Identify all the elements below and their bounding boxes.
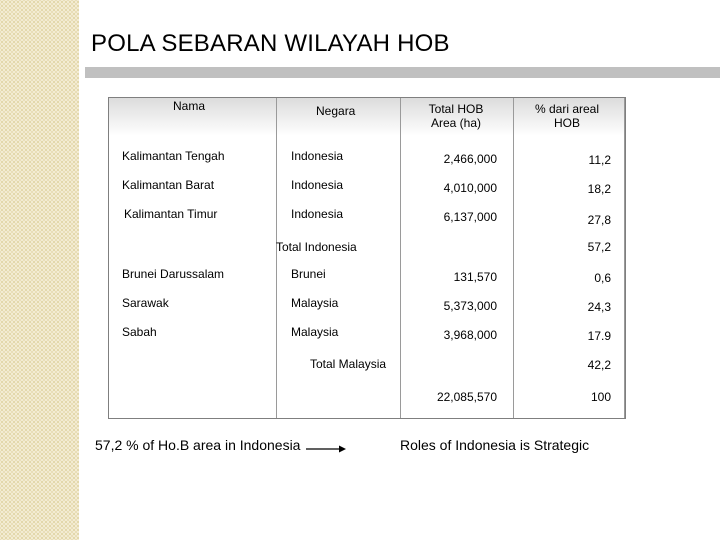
total-malaysia-label: Total Malaysia (310, 357, 387, 371)
row-nama: Kalimantan Tengah (122, 149, 225, 163)
total-malaysia-pct: 42,2 (587, 358, 611, 372)
page-title: POLA SEBARAN WILAYAH HOB (91, 30, 450, 57)
row-pct: 18,2 (587, 182, 611, 196)
row-negara: Indonesia (291, 178, 344, 192)
title-underline-bar (85, 67, 720, 78)
hob-table (108, 97, 626, 419)
grand-total-pct: 100 (590, 390, 611, 404)
row-pct: 17.9 (587, 329, 611, 343)
row-area: 5,373,000 (443, 299, 497, 313)
grand-total-area: 22,085,570 (436, 390, 497, 404)
row-nama: Sabah (122, 325, 157, 339)
header-area-line2: Area (ha) (430, 116, 482, 130)
footer-note-right: Roles of Indonesia is Strategic (400, 437, 590, 453)
header-area-line1: Total HOB (428, 102, 484, 116)
total-indonesia-label: Total Indonesia (276, 240, 357, 254)
column-divider (276, 98, 277, 418)
header-area (409, 102, 503, 130)
row-area: 4,010,000 (443, 181, 497, 195)
row-negara: Indonesia (291, 207, 344, 221)
row-pct: 27,8 (587, 213, 611, 227)
row-nama: Sarawak (122, 296, 169, 310)
row-pct: 11,2 (588, 153, 611, 167)
total-indonesia-pct: 57,2 (587, 240, 611, 254)
header-pct-line2: HOB (553, 116, 580, 130)
header-pct-line1: % dari areal (534, 102, 600, 116)
header-negara: Negara (316, 104, 356, 118)
row-nama: Kalimantan Timur (124, 207, 218, 221)
header-nama: Nama (173, 99, 206, 113)
row-negara: Brunei (291, 267, 326, 281)
row-negara: Malaysia (291, 296, 339, 310)
row-pct: 0,6 (594, 271, 611, 285)
right-arrow-icon (306, 444, 346, 454)
header-pct (519, 102, 615, 130)
column-divider (400, 98, 401, 418)
row-negara: Indonesia (291, 149, 344, 163)
row-negara: Malaysia (291, 325, 339, 339)
row-pct: 24,3 (587, 300, 611, 314)
column-divider (624, 98, 625, 418)
footer-note-left: 57,2 % of Ho.B area in Indonesia (95, 437, 301, 453)
row-area: 3,968,000 (443, 328, 497, 342)
row-area: 131,570 (453, 270, 497, 284)
row-nama: Kalimantan Barat (122, 178, 215, 192)
decorative-sidebar (0, 0, 79, 540)
row-area: 2,466,000 (443, 152, 497, 166)
row-area: 6,137,000 (443, 210, 497, 224)
row-nama: Brunei Darussalam (122, 267, 225, 281)
column-divider (513, 98, 514, 418)
